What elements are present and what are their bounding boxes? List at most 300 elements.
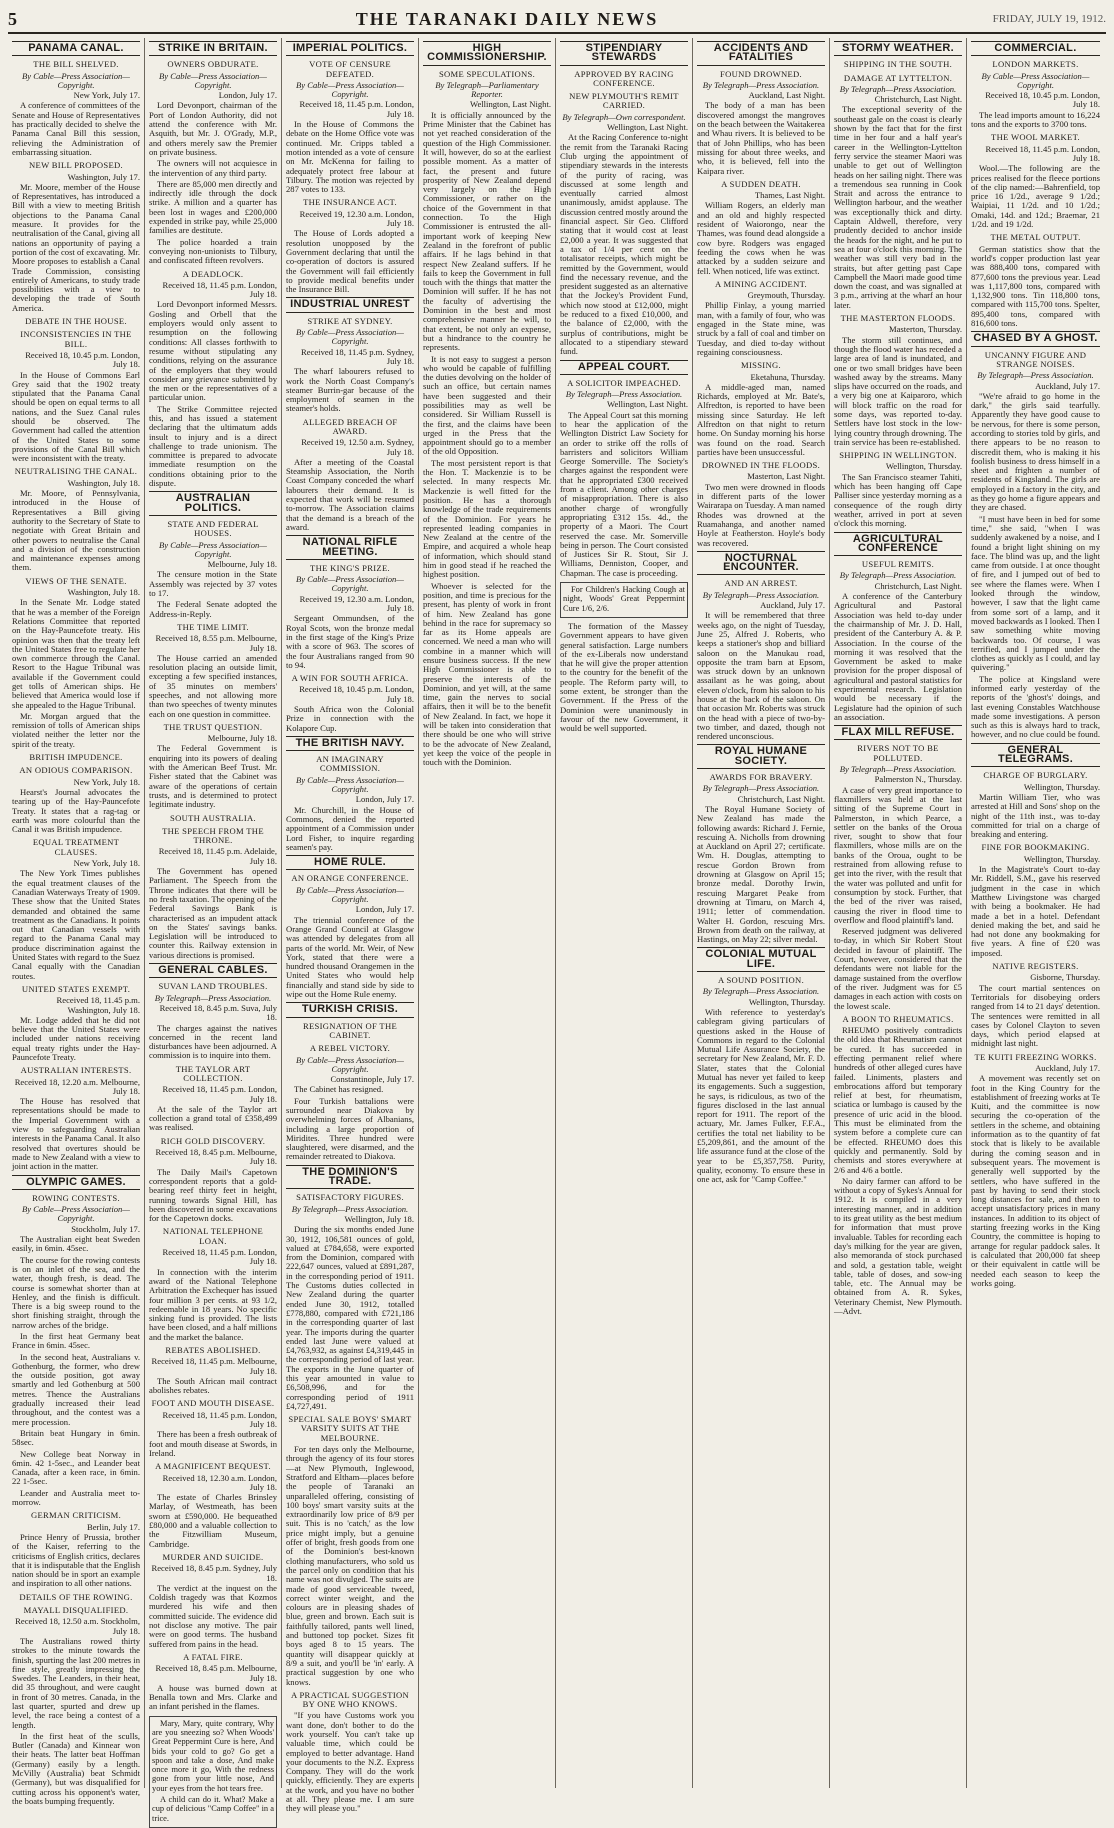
columns-container xyxy=(8,38,1106,1823)
article-section xyxy=(971,133,1100,229)
article-paragraph: For ten days only the Melbourne, through the agency of its four stores—at New Plymouth, Inglewood, Stratford and Eltham—places before the people of Taranaki an unparalleled offering, consisting of 100 boys' smart varsity suits at the extraordinarily low price of 8/9 per suit. This is no 'catch,' as the low price might imply, but a genuine offer of bright, fresh goods from one of the Dominion's best-known clothing manufacturers, who sold us the parcel only on condition that his name was not divulged. The suits are made of good serviceable tweed, correct winter weight, and the colours are in pleasing shades of blue, green and brown. Each suit is faithfully tailored, pants well lined, and buttoned top pocket. Sizes fit boys aged 8 to 15 years. The quantity will disappear quickly at 8/9 a suit, and you'll be 'in' early. A practical suggestion by one who knows. xyxy=(286,1444,414,1687)
issue-date: FRIDAY, JULY 19, 1912. xyxy=(992,13,1106,25)
article-subhead: CHARGE OF BURGLARY. xyxy=(983,770,1088,781)
article-paragraph: The estate of Charles Brinsley Marlay, of Westmeath, has been sworn at £590,000. He bequeathed £80,000 and a valuable collection to the Fitzwilliam Museum, Cambridge. xyxy=(149,1492,277,1549)
article-headline: COMMERCIAL. xyxy=(971,41,1100,56)
article-paragraph: The House has resolved that representations should be made to the Imperial Government with a view to safeguarding Australian interests in the Panama Canal. It also resolved that overtures should be made to New Zealand with a view to joint action in the matter. xyxy=(12,1096,140,1172)
column-3 xyxy=(282,38,419,1814)
article-paragraph: The Australians rowed thirty strokes to the minute towards the finish, spurting the last 200 metres in fine style, greatly impressing the Swedes. The Leanders, in their heat, did 35 throughout, and were caught in front of 30 metres. Canada, in the last quarter, spurted and drew up level, the race being a contest of a length. xyxy=(12,1635,140,1730)
article-section xyxy=(560,622,688,734)
article-subhead: INCONSISTENCIES IN THE BILL. xyxy=(20,329,132,349)
byline: By Cable—Press Association—Copyright. xyxy=(159,539,267,559)
article-subhead: THE SPEECH FROM THE THRONE. xyxy=(162,825,264,846)
article-paragraph: The Strike Committee rejected this, and has issued a statement declaring that the ultimatum adds insult to injury and is a direct challenge to trade unionism. The committee is prepared to advocate immediate resumption on the conditions obtaining prior to the dispute. xyxy=(149,403,277,489)
article-paragraph: The San Francisco steamer Tahiti, which has been hanging off Cape Palliser since yesterday morning as a consequence of the rough dirty weather, arrived in port at seven o'clock this morning. xyxy=(834,471,962,529)
article-headline: NOCTURNAL ENCOUNTER. xyxy=(697,551,825,576)
article-paragraph: The Federal Senate adopted the Address-in-Reply. xyxy=(149,599,277,619)
dateline: Auckland, July 17. xyxy=(1035,380,1100,391)
article-section xyxy=(12,1175,140,1508)
article-subhead: STRIKE AT SYDNEY. xyxy=(307,315,393,326)
dateline: Wellington, Thursday. xyxy=(1023,853,1100,864)
dateline: Auckland, July 17. xyxy=(760,600,825,611)
article-paragraph: Sergeant Ommundsen, of the Royal Scots, won the bronze medal in the first stage of the King's Prize with a score of 963. The scores of the four Australians ranged from 90 to 94. xyxy=(286,613,414,670)
article-section xyxy=(286,855,414,999)
dateline: Palmerston N., Thursday. xyxy=(874,774,962,785)
article-subhead: DETAILS OF THE ROWING. xyxy=(19,1591,133,1602)
article-subhead: A MINING ACCIDENT. xyxy=(715,278,807,289)
article-paragraph: Britain beat Hungary in 6min. 58sec. xyxy=(12,1427,140,1448)
article-subhead: A REBEL VICTORY. xyxy=(309,1043,391,1054)
dateline: Received 18, 10.45 p.m. London, July 18. xyxy=(25,349,140,370)
article-subhead: SHIPPING IN THE SOUTH. xyxy=(843,59,953,70)
article-section xyxy=(286,1691,414,1814)
article-subhead: NATIONAL TELEPHONE LOAN. xyxy=(162,1226,264,1246)
article-paragraph: Whoever is selected for the position, and time is precious for the present, has plenty of work in front of him. New Zealand has gone behind in the race for supremacy so far as its Home appeals are concerned. We need a man who will combine in a manner which will ensure business success. If the new High Commissioner is able to preserve the interests of the Dominion, and yet will, at the same time, gain the nerves to social affairs, then it will be to the benefit of New Zealand. In fact, we hope it will be taken into consideration that there should be one who will strive to be the advocate of New Zealand, yet keep the voice of the people in touch with the Dominion. xyxy=(423,580,551,768)
byline: By Telegraph—Own correspondent. xyxy=(562,111,686,122)
article-subhead: DROWNED IN THE FLOODS. xyxy=(701,460,821,471)
article-subhead: A MAGNIFICENT BEQUEST. xyxy=(155,1461,271,1472)
article-paragraph: The police at Kingsland were informed early yesterday of the reports of the 'ghost's' doings, and last evening Constables Watchhouse made some investigations. A person such as this is always hard to track, however, and no clue could be found. xyxy=(971,673,1100,740)
article-paragraph: In the Magistrate's Court to-day Mr. Riddell, S.M., gave his reserved judgment in the case in which Matthew Livingstone was charged with being a bookmaker. He had made a bet in a hotel. Defendant denied making the bet, and said he had not done any bookmaking for five years. A fine of £20 was imposed. xyxy=(971,864,1100,958)
article-subhead: THE MASTERTON FLOODS. xyxy=(840,313,956,324)
dateline: Received 19, 12.30 a.m. London, July 18. xyxy=(299,593,414,614)
dateline: Received 18, 11.45 p.m. London, July 18. xyxy=(299,99,414,119)
article-subhead: MAYALL DISQUALIFIED. xyxy=(23,1605,129,1616)
page-number: 5 xyxy=(8,8,17,29)
article-subhead: BRITISH IMPUDENCE. xyxy=(29,752,123,763)
dateline: Constantinople, July 17. xyxy=(330,1074,414,1085)
dateline: London, July 17. xyxy=(355,794,414,805)
byline: By Telegraph—Press Association. xyxy=(839,570,957,581)
article-section xyxy=(149,1553,277,1649)
article-paragraph: Lord Devonport informed Messrs. Gosling and Orbell that the employers would only assent to resumption on the following conditions: All classes forthwith to resume without stipulating any conditions, relying on the assurance of the employers that they would consider any grievance submitted by the men or the representatives of a particular union. xyxy=(149,299,277,403)
dateline: Received 18, 10.45 p.m. London, July 18. xyxy=(299,684,414,704)
article-paragraph: It is not easy to suggest a person who would be capable of fulfilling the duties devolving on the holder of such an office, but certain names have been suggested and their possibilities may as well be considered. Sir William Russell is the first, and the claims have been urged in the Press that the appointment should go to a member of the old Opposition. xyxy=(423,353,551,457)
article-section xyxy=(834,314,962,447)
article-subhead: UNCANNY FIGURE AND STRANGE NOISES. xyxy=(984,349,1087,369)
article-section xyxy=(286,736,414,852)
dateline: Received 18, 11.45 p.m. Adelaide, July 18. xyxy=(158,846,277,866)
article-paragraph: The lead imports amount to 16,224 tons and the exports to 3700 tons. xyxy=(971,109,1100,130)
article-subhead: TE KUITI FREEZING WORKS. xyxy=(974,1051,1097,1062)
article-paragraph: The most persistent report is that the Hon. T. Mackenzie is to be selected. In many respects Mr. Mackenzie is well fitted for the position. He has a thorough knowledge of the trade requirements of the Dominion. For years he represented leading companies in New Zealand at the centre of the Empire, and acquired a whole heap of information, which should stand him in good stead if he reached the highest position. xyxy=(423,457,551,580)
article-subhead: EQUAL TREATMENT CLAUSES. xyxy=(32,837,120,857)
article-section xyxy=(12,41,140,157)
article-section xyxy=(286,1415,414,1687)
article-paragraph: In the first heat of the sculls, Butler (Canada) and Kinnear won their heats. The latter beat Hoffman (Germany) easily by a length. McVilly (Australia) beat Schmidt (Germany), but was disqualified for cutting across his opponent's water, the boats bumping frequently. xyxy=(12,1730,140,1806)
article-subhead: VOTE OF CENSURE DEFEATED. xyxy=(309,59,391,79)
article-paragraph: Mr. Moore, of Pennsylvania, introduced in the House of Representatives a Bill giving authority to the Secretary of State to negotiate with Great Britain and other powers to neutralise the Canal and a division of the construction and maintenance expenses among them. xyxy=(12,488,140,573)
article-subhead: ROWING CONTESTS. xyxy=(32,1192,120,1203)
article-section xyxy=(12,985,140,1062)
article-paragraph: Mary, Mary, quite contrary, Why are you sneezing so? When Woods' Great Peppermint Cure is here, And bids your cold to go? Go get a spoon and take a dose, And make once more it go, With the redness gone from your little nose, And your eyes from the hot tears free. xyxy=(152,1718,274,1793)
dateline: Received 18, 8.55 p.m. Melbourne, July 18. xyxy=(155,633,277,653)
dateline: Eketahuna, Thursday. xyxy=(750,371,825,382)
article-section xyxy=(149,270,277,489)
article-headline: CHASED BY A GHOST. xyxy=(971,331,1100,346)
article-section xyxy=(149,814,277,960)
article-subhead: FINE FOR BOOKMAKING. xyxy=(981,842,1090,853)
article-section xyxy=(423,41,551,768)
article-paragraph: The court martial sentences on Territorials for disobeying orders ranged from 14 to 21 days' detention. The sentences were remitted in all cases by Colonel Clayton to seven days, which period elapsed at midnight last night. xyxy=(971,982,1100,1049)
article-paragraph: At the sale of the Taylor art collection a grand total of £358,499 was realised. xyxy=(149,1103,277,1133)
dateline: New York, July 18. xyxy=(73,858,140,869)
dateline: Thames, Last Night. xyxy=(754,190,825,201)
article-paragraph: At the Racing Conference to-night the remit from the Taranaki Racing Club urging the appointment of stipendiary stewards in the interests of the purity of racing, was discussed at some length and eventually carried almost unanimously, amidst applause. The discussion centred mostly around the financial aspect. Sir Geo. Clifford stating that it would cost at least £2,000 a year. It was suggested that a tax of 1/4 per cent on the totalisator receipts, which might be remitted by the Government, would find the necessary revenue, and the president suggested as an alternative that the Jockey's Provident Fund, which now stood at £12,000, might be reduced to a fixed £10,000, and the balance of £2,000, with the surplus of contributions, might be allocated to a stipendiary steward fund. xyxy=(560,132,688,357)
article-subhead: NEW BILL PROPOSED. xyxy=(29,160,123,171)
article-section xyxy=(286,198,414,294)
article-headline: APPEAL COURT. xyxy=(560,360,688,375)
article-subhead: A SOLICITOR IMPEACHED. xyxy=(567,377,681,388)
article-paragraph: Mr. Lodge added that he did not believe that the United States were included under nations receiving equal treaty rights under the Hay-Pauncefote Treaty. xyxy=(12,1014,140,1062)
article-section xyxy=(286,1002,414,1161)
article-paragraph: William Rogers, an elderly man and an old and highly respected resident of Waiorongo, near the Thames, was found dead alongside a cow byre. Rodgers was engaged feeding the cows when he was attacked by a sudden seizure and fell. When noticed, life was extinct. xyxy=(697,200,825,276)
article-paragraph: The Daily Mail's Capetown correspondent reports that a gold-bearing reef thirty feet in height, running towards Signal Hill, has been discovered in some excavations for the Capetown docks. xyxy=(149,1166,277,1224)
dateline: Received 18, 12.20 a.m. Melbourne, July 18. xyxy=(14,1076,140,1096)
byline: By Cable—Press Association—Copyright. xyxy=(296,1054,404,1074)
article-paragraph: Leander and Australia meet to-morrow. xyxy=(12,1487,140,1508)
article-subhead: A PRACTICAL SUGGESTION BY ONE WHO KNOWS. xyxy=(290,1689,409,1710)
dateline: Wellington, Thursday. xyxy=(1023,781,1100,792)
article-section xyxy=(149,623,277,719)
byline: By Telegraph—Press Association. xyxy=(839,83,957,94)
article-section xyxy=(12,317,140,463)
article-subhead: AWARDS FOR BRAVERY. xyxy=(709,772,813,783)
article-paragraph: The Government has opened Parliament. The Speech from the Throne indicates that there will be no fresh taxation. The opening of the Federal Savings Bank is characterised as an impudent attack on the States' savings banks. Legislation will be introduced to counter this. Railway extension in various directions is promised. xyxy=(149,866,277,960)
article-paragraph: Reserved judgment was delivered to-day, in which Sir Robert Stout decided in favour of plaintiff. The Court, however, considered that the defendants were not liable for the damage sustained from the overflow of the river. Judgment was for £5 damages in each action with costs on the lowest scale. xyxy=(834,926,962,1011)
dateline: Received 18, 8.45 p.m. Melbourne, July 18. xyxy=(155,1147,277,1167)
article-paragraph: Wool.—The following are the prices realised for the fleece portions of the clip named:—Bahrenfield, top price 16 1/2d., average 9 1/2d.; Waipiai, 11 1/2d. and 10 1/2d.; Omaki, 14d. and 12d.; Braemar, 21 1/2d. and 19 1/2d. xyxy=(971,163,1100,230)
article-section xyxy=(149,723,277,810)
article-headline: HIGH COMMISSIONERSHIP. xyxy=(423,41,551,66)
article-headline: ACCIDENTS AND FATALITIES xyxy=(697,41,825,66)
article-subhead: A SOUND POSITION. xyxy=(717,975,805,986)
dateline: Washington, July 18. xyxy=(67,587,140,598)
article-section xyxy=(834,1015,962,1317)
article-subhead: SHIPPING IN WELLINGTON. xyxy=(839,450,957,461)
article-subhead: USEFUL REMITS. xyxy=(861,559,935,570)
byline: By Cable—Press Association—Copyright. xyxy=(296,574,404,594)
dateline: Stockholm, July 17. xyxy=(71,1223,140,1234)
article-paragraph: Lord Devonport, chairman of the Port of London Authority, did not attend the conference with Mr. Asquith, but Mr. J. O'Grady, M.P., and others merely saw the Premier on private business. xyxy=(149,100,277,157)
article-paragraph: The exceptional severity of the southeast gale on the coast is clearly shown by the fact that for the first time in her four and a half year's career in the Wellington-Lyttelton ferry service the steamer Maori was unable to get out of Wellington heads on her sailing night. There was a tremendous sea running in Cook Strait and across the entrance to Wellington harbour, and the weather was exceptionally thick and dirty. Captain Aldwell, therefore, very prudently decided to anchor inside the heads for the night, and he put to sea at four o'clock this morning. The weather was still very bad in the straits, but after getting past Cape Campbell the Maori made good time down the coast, and was signalled at 3 p.m., arriving at the wharf an hour later. xyxy=(834,104,962,310)
article-paragraph: Mr. Morgan argued that the remission of tolls of American ships violated neither the letter nor the spirit of the treaty. xyxy=(12,710,140,749)
byline: By Telegraph—Press Association. xyxy=(565,389,683,400)
article-subhead: NATIVE REGISTERS. xyxy=(992,961,1079,972)
dateline: Received 18, 11.45 p.m. Washington, July 18. xyxy=(56,995,140,1015)
byline: By Cable—Press Association—Copyright. xyxy=(22,1204,130,1224)
article-headline: THE BRITISH NAVY. xyxy=(286,736,414,751)
article-paragraph: It will be remembered that three weeks ago, on the night of Tuesday, June 25, Alfred J. Roberts, who keeps a stationer's shop and billiard saloon on the Manukau road, opposite the tram barn at Epsom, was struck down by an unknown assailant as he was going, about eleven o'clock, from his saloon to his house at the back of the saloon. On that occasion Mr. Roberts was struck on the head with a piece of two-by-two timber, and dazed, though not rendered unconscious. xyxy=(697,610,825,742)
article-section xyxy=(12,467,140,572)
dateline: Received 18, 11.45 p.m. London, July 18. xyxy=(162,1084,277,1104)
dateline: London, July 17. xyxy=(355,904,414,915)
dateline: New York, July 17. xyxy=(73,90,140,101)
article-paragraph: "We're afraid to go home in the dark," the girls said tearfully. Apparently they have good cause to be nervous, for there is some person, according to stories told by girls, and there appears to be no reason to discredit them, who is making it his foolish business to dress himself in a sheet and frighten a number of residents of Kingsland. The girls are employed in a factory in the city, and as they go home a figure appears and they are chased. xyxy=(971,390,1100,513)
dateline: London, July 17. xyxy=(218,90,277,101)
dateline: Received 18, 8.45 p.m. Sydney, July 18. xyxy=(151,1563,277,1583)
byline: By Cable—Press Association—Copyright. xyxy=(296,774,404,795)
article-section xyxy=(286,41,414,194)
article-subhead: AN ODIOUS COMPARISON. xyxy=(19,765,133,776)
article-subhead: APPROVED BY RACING CONFERENCE. xyxy=(574,68,674,88)
article-section xyxy=(12,838,140,980)
dateline: Received 18, 11.45 p.m. London, July 18. xyxy=(162,279,277,300)
article-subhead: VIEWS OF THE SENATE. xyxy=(25,575,127,586)
article-subhead: RICH GOLD DISCOVERY. xyxy=(160,1135,266,1146)
article-subhead: STATE AND FEDERAL HOUSES. xyxy=(167,518,259,539)
article-subhead: SUVAN LAND TROUBLES. xyxy=(158,981,268,992)
article-paragraph: In the second heat, Australians v. Gothenburg, the former, who drew the outside position, got away smartly and led Gothenburg at 500 metres. Thence the Australians gradually increased their lead throughout, and the contest was a mere procession. xyxy=(12,1351,140,1427)
article-section xyxy=(971,233,1100,328)
byline: By Telegraph—Press Association. xyxy=(154,992,272,1003)
article-headline: THE DOMINION'S TRADE. xyxy=(286,1165,414,1190)
article-section xyxy=(697,744,825,944)
article-section xyxy=(149,41,277,266)
dateline: Received 18, 12.50 a.m. Stockholm, July 18. xyxy=(15,1616,140,1636)
dateline: Auckland, July 17. xyxy=(1035,1062,1100,1073)
article-paragraph: There are 85,000 men directly and indirectly idle through the dock strike. A million and a quarter has been lost in wages and £200,000 expended in strike pay, while 25,000 families are destitute. xyxy=(149,178,277,236)
article-section xyxy=(697,461,825,548)
article-subhead: THE INSURANCE ACT. xyxy=(303,197,397,208)
article-section xyxy=(697,551,825,742)
dateline: Wellington, Last Night. xyxy=(607,399,688,410)
article-section xyxy=(971,41,1100,129)
article-headline: STORMY WEATHER. xyxy=(834,41,962,56)
article-subhead: RIVERS NOT TO BE POLLUTED. xyxy=(857,743,939,763)
article-paragraph: The Appeal Court sat this morning to hear the application of the Wellington District Law Society for an order to strike off the rolls of barristers and solicitors William George Somerville. The Society's charges against the respondent were that he appropriated £300 received from a client. Among other charges of misappropriation. There is also another charge of wrongfully appropriating £312 15s. 4d., the property of a Maori. The Court reserved the case. Mr. Somerville being in person. The Court consisted of Justices Sir R. Stout, Sir J. Williams, Denniston, Cooper, and Chapman. The case is proceeding. xyxy=(560,409,688,578)
article-headline: TURKISH CRISIS. xyxy=(286,1002,414,1017)
article-subhead: DEBATE IN THE HOUSE. xyxy=(25,316,127,327)
dateline: New York, July 18. xyxy=(73,776,140,787)
article-headline: HOME RULE. xyxy=(286,855,414,870)
article-paragraph: In the first heat Germany beat France in 6min. 45sec. xyxy=(12,1331,140,1351)
article-headline: FLAX MILL REFUSE. xyxy=(834,725,962,740)
article-paragraph: Prince Henry of Prussia, brother of the Kaiser, referring to the criticisms of English critics, declares that it is indisputable that the English nation should be in sport an example and inspiration to all other nations. xyxy=(12,1531,140,1589)
article-subhead: GERMAN CRITICISM. xyxy=(30,1510,122,1521)
column-7 xyxy=(830,38,967,1788)
article-subhead: MISSING. xyxy=(741,360,781,371)
article-paragraph: A house was burned down at Benalla town and Mrs. Clarke and an infant perished in the flames. xyxy=(149,1682,277,1712)
column-5 xyxy=(556,38,693,1788)
article-paragraph: The House carried an amended resolution placing an outside limit, excepting a few specified instances, of 35 minutes on members' speeches, and not allowing more than two speeches of twenty minutes each on one question in committee. xyxy=(149,652,277,719)
article-headline: PANAMA CANAL. xyxy=(12,41,140,56)
dateline: Greymouth, Thursday. xyxy=(747,290,825,301)
article-section xyxy=(12,753,140,834)
article-section xyxy=(286,418,414,533)
article-subhead: ALLEGED BREACH OF AWARD. xyxy=(302,416,398,436)
article-paragraph: No dairy farmer can afford to be without a copy of Sykes's Annual for 1912. It is compiled in a very interesting manner, and in addition to its great utility as the best medium for information that must prove invaluable. Tables for recording each day's milking for the year are given, also memoranda of stock purchased and sold, a gestation table, weight table, table of doses, and sow-ing table, etc. The Annual may be obtained from A. R. Sykes, Veterinary Chemist, New Plymouth.—Advt. xyxy=(834,1175,962,1316)
article-section xyxy=(149,963,277,1061)
article-section xyxy=(971,1053,1100,1288)
article-section xyxy=(149,491,277,619)
article-paragraph: Hearst's Journal advocates the tearing up of the Hay-Pauncefote Treaty. It states that a rag-tag or earth was more colourful than the Canal it was British impudence. xyxy=(12,786,140,835)
dateline: Wellington, Last Night. xyxy=(470,99,551,110)
byline: By Telegraph—Press Association. xyxy=(702,986,820,997)
article-paragraph: A child can do it. What? Make a cup of delicious "Camp Coffee" in a trice. xyxy=(152,1795,274,1823)
byline: By Telegraph—Press Association. xyxy=(839,764,957,775)
dateline: Melbourne, July 18. xyxy=(207,559,277,570)
article-subhead: A SUDDEN DEATH. xyxy=(721,178,801,189)
article-section xyxy=(834,41,962,310)
article-subhead: THE KING'S PRIZE. xyxy=(310,562,390,573)
dateline: Received 18, 12.30 a.m. London, July 18. xyxy=(162,1472,277,1492)
dateline: Received 19, 12.30 a.m. London, July 18. xyxy=(299,208,414,229)
article-subhead: A DEADLOCK. xyxy=(182,268,244,279)
column-2 xyxy=(145,38,282,1823)
column-8 xyxy=(967,38,1104,1788)
byline: By Telegraph—Press Association. xyxy=(977,370,1094,381)
article-subhead: FOUND DROWNED. xyxy=(719,68,803,79)
article-section xyxy=(971,843,1100,958)
article-section xyxy=(834,532,962,723)
article-headline: INDUSTRIAL UNREST xyxy=(286,297,414,312)
article-paragraph: Phillip Finlay, a young married man, with a family of four, who was engaged in the State mine, was struck by a fall of coal and timber on Tuesday, and died to-day without regaining consciousness. xyxy=(697,300,825,357)
article-subhead: THE METAL OUTPUT. xyxy=(990,232,1081,243)
article-subhead: FOOT AND MOUTH DISEASE. xyxy=(151,1398,275,1409)
article-subhead: NEW PLYMOUTH'S REMIT CARRIED. xyxy=(569,91,679,111)
dateline: Received 18, 10.45 p.m. London, July 18. xyxy=(985,90,1100,110)
dateline: Auckland, Last Night. xyxy=(748,90,825,101)
article-subhead: AN ORANGE CONFERENCE. xyxy=(291,873,409,884)
article-subhead: OWNERS OBDURATE. xyxy=(167,59,259,70)
article-section xyxy=(697,947,825,1184)
article-paragraph: The censure motion in the State Assembly was rejected by 37 votes to 17. xyxy=(149,569,277,599)
article-paragraph: The owners will not acquiesce in the intervention of any third party. xyxy=(149,158,277,178)
article-paragraph: The Federal Government is enquiring into its powers of dealing with the American Beef Trust. Mr. Fisher stated that the Cabinet was aware of the operations of certain trusts, and is determined to protect legitimate industry. xyxy=(149,743,277,810)
dateline: Masterton, Last Night. xyxy=(747,471,825,482)
article-paragraph: "If you have Customs work you want done, don't bother to do the work yourself. You can't take up valuable time, which could be employed to better advantage. Hand your documents to the N.Z. Express Company. They will do the work quickly, efficiently. They are experts at the work, and you have no bother at all. They please me. I am sure they will please you." xyxy=(286,1710,414,1814)
article-section xyxy=(12,577,140,749)
article-paragraph: A movement was recently set on foot in the King Country for the establishment of freezing works at Te Kuiti, and the committee is now securing the co-operation of the settlers in the scheme, and obtaining information as to the quantity of fat stock that is likely to be available during the coming season and in subsequent years. The movement is generally well supported by the settlers, who have suffered in the past by having to send their stock long distances for sale, and then to accept unsatisfactory prices in many instances. In addition to its object of starting freezing works in the King Country, the committee is hoping to arrange for regular paddock sales. It is calculated that 200,000 fat sheep or their equivalent in cattle will be needed each season to keep the works going. xyxy=(971,1073,1100,1288)
article-section xyxy=(697,361,825,457)
column-4 xyxy=(419,38,556,1788)
dateline: Received 18, 11.45 p.m. London, July 18. xyxy=(162,1409,277,1430)
article-paragraph: The police hoarded a train conveying non-unionists to Tilbury, and confiscated fifteen revolvers. xyxy=(149,236,277,266)
article-paragraph: German statistics show that the world's copper production last year was 888,400 tons, compared with 877,600 tons the previous year. Lead was 1,117,800 tons, compared with 1,132,900 tons. Tin 118,800 tons, compared with 115,700 tons. Spelter, 895,400 tons, compared with 816,600 tons. xyxy=(971,243,1100,329)
article-paragraph: With reference to yesterday's cablegram giving particulars of questions asked in the House of Commons in regard to the Colonial Mutual Life Assurance Society, the secretary for New Zealand, Mr. F. D. Slater, states that the Colonial Mutual has never yet failed to keep its engagements. Such a suggestion, he says, is ridiculous, as two of the figures disclosed in the last annual report for 1911. The report of the actuary, Mr. James Fulker, F.F.A., certifies the total net liability to be £5,209,861, and the amount of the life assurance fund at the close of the year to be £5,357,758. Purity, quality, economy. To ensure these in one act, ask for "Camp Coffee." xyxy=(697,1006,825,1185)
byline: By Telegraph—Press Association. xyxy=(702,79,820,90)
dateline: Masterton, Thursday. xyxy=(888,324,962,335)
article-paragraph: The wharf labourers refused to work the North Coast Company's steamer Burrin-gar because of the employment of seamen in the steamer's holds. xyxy=(286,366,414,414)
article-headline: GENERAL TELEGRAMS. xyxy=(971,743,1100,768)
article-paragraph: New College beat Norway in 6min. 42 1-5sec., and Leander beat Canada, after a keen race, in 6min. 22 1-5sec. xyxy=(12,1448,140,1487)
article-subhead: THE WOOL MARKET. xyxy=(991,132,1080,143)
article-section xyxy=(286,535,414,670)
article-section xyxy=(149,1346,277,1395)
article-section xyxy=(12,1593,140,1807)
article-section xyxy=(971,962,1100,1049)
article-section xyxy=(971,743,1100,840)
article-subhead: REBATES ABOLISHED. xyxy=(165,1345,261,1355)
article-section xyxy=(149,1137,277,1224)
dateline: Received 18, 11.45 p.m. London, July 18. xyxy=(162,1247,277,1267)
article-headline: GENERAL CABLES. xyxy=(149,963,277,978)
article-paragraph: The Australian eight beat Sweden easily, in 6min. 45sec. xyxy=(12,1234,140,1254)
article-paragraph: Four Turkish battalions were surrounded near Diakova by overwhelming forces of Albanians, including a large proportion of Miridites. Three hundred were slaughtered, were disarmed, and the remainder retreated to Diakova. xyxy=(286,1095,414,1162)
article-paragraph: A conference of committees of the Senate and House of Representatives has practically decided to shelve the Panama Canal Bill this session, relieving the Administration of embarrassing situation. xyxy=(12,100,140,157)
advertisement xyxy=(149,1716,277,1828)
dateline: Washington, July 18. xyxy=(67,477,140,488)
article-paragraph: Martin William Tier, who was arrested at Hill and Sons' shop on the night of the 11th inst., was to-day committed for trial on a charge of breaking and entering. xyxy=(971,791,1100,840)
column-6 xyxy=(693,38,830,1788)
article-paragraph: In connection with the interim award of the National Telephone Arbitration the Exchequer has issued four million 3 per cents. at 93 1/2, redeemable in 18 years. No specific sinking fund is provided. The lists have been closed, and a half millions and the market the balance. xyxy=(149,1266,277,1342)
byline: By Cable—Press Association—Copyright. xyxy=(981,70,1090,90)
article-subhead: RESIGNATION OF THE CABINET. xyxy=(302,1020,398,1040)
article-section xyxy=(834,725,962,1011)
byline: By Telegraph—Press Association. xyxy=(702,783,820,794)
article-section xyxy=(149,1227,277,1342)
byline: By Telegraph—Press Association. xyxy=(702,589,820,600)
dateline: Wellington, Last Night. xyxy=(607,122,688,133)
article-section xyxy=(834,451,962,528)
article-subhead: AN IMAGINARY COMMISSION. xyxy=(316,754,384,774)
byline: By Telegraph—Parliamentary Reporter. xyxy=(435,79,539,100)
dateline: Wellington, Thursday. xyxy=(748,996,825,1007)
article-subhead: THE TIME LIMIT. xyxy=(177,621,249,632)
article-paragraph: After a meeting of the Coastal Steamship Association, the North Coast Company conceded the wharf labourers their demand. It is expected that work will be resumed to-morrow. The Association claims that the demand is a breach of the award. xyxy=(286,456,414,532)
article-section xyxy=(560,360,688,579)
article-section xyxy=(12,1066,140,1171)
article-paragraph: In the House of Commons the debate on the Home Office vote was continued. Mr. Cripps tabled a motion intended as a vote of censure on Mr. McKenna for failing to adequately protect free labour at Tilbury. The motion was rejected by 287 votes to 133. xyxy=(286,119,414,195)
article-paragraph: For Children's Hacking Cough at night, Woods' Great Peppermint Cure 1/6, 2/6. xyxy=(563,585,685,613)
article-paragraph: There has been a fresh outbreak of foot and mouth disease at Swords, in Ireland. xyxy=(149,1429,277,1458)
article-paragraph: RHEUMO positively contradicts the old idea that Rheumatism cannot be cured. It has succeeded in effecting permanent relief where hundreds of other alleged cures have failed. Liniments, plasters and embrocations afford but temporary relief at best, for rheumatism, sciatica or lumbago is caused by the presence of uric acid in the blood. This must be eliminated from the system before a complete cure can be effected. RHEUMO does this quickly and permanently. Sold by chemists and stores everywhere at 2/6 and 4/6 a bottle. xyxy=(834,1025,962,1175)
dateline: Received 19, 12.50 a.m. Sydney, July 18. xyxy=(301,437,414,457)
article-subhead: AND AN ARREST. xyxy=(724,578,798,589)
article-headline: AGRICULTURAL CONFERENCE xyxy=(834,532,962,557)
article-subhead: THE TRUST QUESTION. xyxy=(163,721,263,732)
article-paragraph: The verdict at the inquest on the Coldish tragedy was that Kozmos murdered his wife and then committed suicide. The evidence did not disclose any motive. The pair were on good terms. The husband suffered from pains in the head. xyxy=(149,1582,277,1649)
dateline: Received 18, 11.45 p.m. Melbourne, July 18. xyxy=(151,1356,277,1376)
article-paragraph: A case of very great importance to flaxmillers was held at the last sitting of the Supreme Court in Palmerston, in which Pearce, a settler on the banks of the Oroua river, sought to show that four flaxmillers, whose mills are on the banks of the Oroua, ought to be restrained from allowing refuse to get into the river, with the result that the water was polluted and unfit for consumption by stock. Further, that the bed of the river was raised, causing the river in flood time to overflow and flood plaintiff's land. xyxy=(834,784,962,925)
dateline: Received 18, 11.45 p.m. Sydney, July 18. xyxy=(301,346,414,366)
masthead xyxy=(8,8,1106,34)
article-headline: OLYMPIC GAMES. xyxy=(12,1175,140,1190)
article-paragraph: A middle-aged man, named Richards, employed at Mr. Bate's, Alfredton, is reported to have been missing since Saturday. He left Alfredton on that night to return home. On Sunday morning his horse was found on the road. Search parties have been unsuccessful. xyxy=(697,381,825,457)
article-section xyxy=(149,1065,277,1133)
article-subhead: A BOON TO RHEUMATICS. xyxy=(842,1013,954,1024)
article-headline: STRIKE IN BRITAIN. xyxy=(149,41,277,56)
article-subhead: DAMAGE AT LYTTELTON. xyxy=(843,72,953,83)
article-paragraph: The formation of the Massey Government appears to have given general satisfaction. Large numbers of the ex-Liberals now understand that he will give the proper attention to the country for the benefit of the people. The Reform party will, to some extent, be stronger than the Government. If the Press of the Dominion were unanimously in favour of the new Government, it would be well supported. xyxy=(560,620,688,734)
article-section xyxy=(971,331,1100,739)
article-paragraph: A conference of the Canterbury Agricultural and Pastoral Association was held to-day under the chairmanship of Mr. J. D. Hall, president of the Canterbury A. & P. Association. In the course of the morning it was resolved that the Government be asked to make provision for the proper disposal of agricultural and pastoral statistics for experimental research. Legislation would be necessary if the Legislature had the opinion of such an association. xyxy=(834,591,962,722)
article-headline: NATIONAL RIFLE MEETING. xyxy=(286,535,414,560)
newspaper-title: THE TARANAKI DAILY NEWS xyxy=(355,8,659,29)
article-paragraph: In the Senate Mr. Lodge stated that he was a member of the Foreign Relations Committee that reported on the Hay-Pauncefote treaty. His opinion was then that the treaty left the United States free to regulate her own commerce through the Canal. Resort to the Hague Tribunal was available if the Government could get tolls of American ships. He believed that America would lose if she appealed to the Hague Tribunal. xyxy=(12,597,140,710)
article-paragraph: South Africa won the Colonial Prize in connection with the Kolapore Cup. xyxy=(286,704,414,733)
dateline: Berlin, July 17. xyxy=(87,1521,140,1532)
article-paragraph: The charges against the natives concerned in the recent land disturbances have been adjourned. A commission is to inquire into them. xyxy=(149,1022,277,1061)
article-subhead: A FATAL FIRE. xyxy=(183,1651,243,1662)
dateline: Wellington, Thursday. xyxy=(885,461,962,472)
article-paragraph: During the six months ended June 30, 1912, 106,581 ounces of gold, valued at £784,658, were exported from the Dominion, compared with 222,647 ounces, valued at £891,287, in the corresponding period of 1911. The Customs duties collected in New Zealand during the quarter ended June 30, 1912, totalled £778,880, compared with £721,186 in the corresponding quarter of last year. The imports during the quarter ended last June were valued at £4,763,932, as against £4,319,445 in the corresponding period of last year. The exports in the June quarter of this year amounted in value to £6,508,996, and for the corresponding period of 1911 £4,727,491. xyxy=(286,1224,414,1411)
article-subhead: SPECIAL SALE BOYS' SMART VARSITY SUITS AT THE MELBOURNE. xyxy=(288,1414,412,1443)
dateline: Wellington, July 18. xyxy=(344,1213,414,1224)
article-paragraph: "I must have been in bed for some time," she said, "when I was suddenly awakened by a noise, and I found a bright light shining on my face. The blind was up, and the light came from outside. I at once thought of fire, and I jumped out of bed to see where the flames were. When I looked through the window, however, I saw that the light came from some sort of a lamp, and it moved backwards as I looked. Then I saw something white moving backwards too. Of course, I was terrified, and I jumped under the clothes as quickly as I could, and lay quivering." xyxy=(971,513,1100,673)
dateline: Christchurch, Last Night. xyxy=(874,580,962,591)
article-section xyxy=(697,41,825,176)
article-section xyxy=(149,1462,277,1549)
article-section xyxy=(149,1399,277,1458)
article-headline: AUSTRALIAN POLITICS. xyxy=(149,491,277,516)
dateline: Received 18, 8.45 p.m. Melbourne, July 18. xyxy=(155,1663,277,1683)
byline: By Cable—Press Association—Copyright. xyxy=(296,327,404,347)
article-section xyxy=(12,1511,140,1588)
advertisement xyxy=(560,582,688,618)
dateline: Received 18, 11.45 p.m. London, July 18. xyxy=(985,143,1100,163)
